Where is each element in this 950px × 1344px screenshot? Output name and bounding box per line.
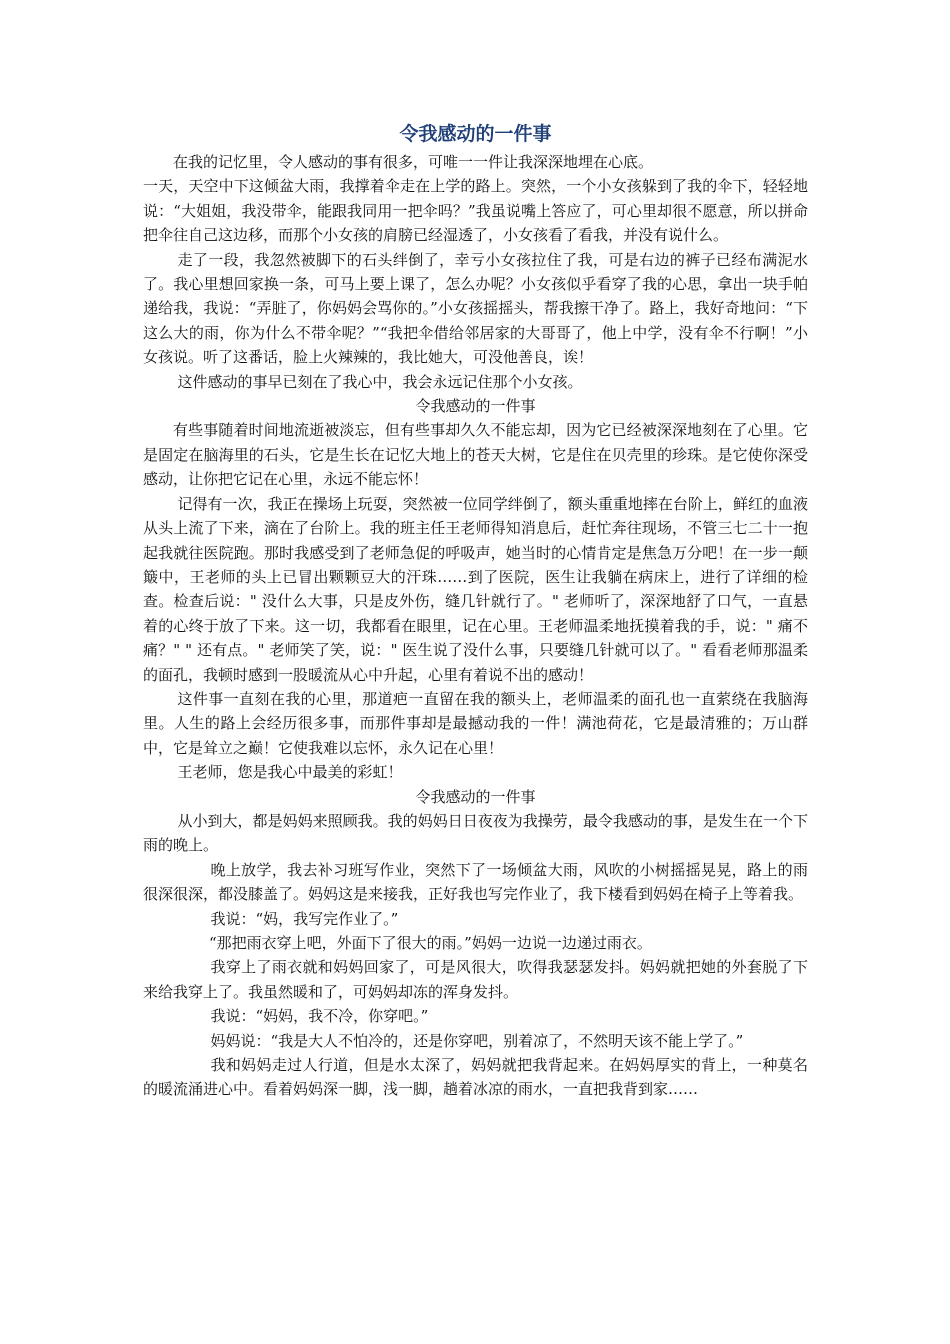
essay-1-paragraph: 一天，天空中下这倾盆大雨，我撑着伞走在上学的路上。突然，一个小女孩躲到了我的伞下，轻轻地说：“大姐姐，我没带伞，能跟我同用一把伞吗？”我虽说嘴上答应了，可心里却很不愿意，所以拼命把伞往自己这边移，而那个小女孩的肩膀已经湿透了，小女孩看了看我，并没有说什么。	[143, 177, 808, 245]
essay-3-paragraph: 我说：“妈，我写完作业了。”	[210, 909, 399, 928]
essay-3-paragraph: 妈妈说：“我是大人不怕冷的，还是你穿吧，别着凉了，不然明天该不能上学了。”	[210, 1031, 744, 1050]
essay-2-paragraph: 这件事一直刻在我的心里，那道疤一直留在我的额头上，老师温柔的面孔也一直萦绕在我脑海里。人生的路上会经历很多事，而那件事却是最撼动我的一件！满池荷花，它是最清雅的；万山群中，它是耸立之巅！它使我难以忘怀，永久记在心里！	[143, 689, 808, 757]
essay-3-paragraph: 我说：“妈妈，我不冷，你穿吧。”	[210, 1007, 429, 1026]
essay-3-paragraph: 我穿上了雨衣就和妈妈回家了，可是风很大，吹得我瑟瑟发抖。妈妈就把她的外套脱了下来给我穿上了。我虽然暖和了，可妈妈却冻的浑身发抖。	[143, 958, 808, 1001]
essay-3-paragraph: 我和妈妈走过人行道，但是水太深了，妈妈就把我背起来。在妈妈厚实的背上，一种莫名的暖流涌进心中。看着妈妈深一脚，浅一脚，趟着冰凉的雨水，一直把我背到家……	[143, 1056, 808, 1099]
essay-2-paragraph: 有些事随着时间地流逝被淡忘，但有些事却久久不能忘却，因为它已经被深深地刻在了心里。它是固定在脑海里的石头，它是生长在记忆大地上的苍天大树，它是住在贝壳里的珍珠。是它使你深受感动，让你把它记在心里，永远不能忘怀！	[143, 421, 808, 489]
essay-3-paragraph: “那把雨衣穿上吧，外面下了很大的雨。”妈妈一边说一边递过雨衣。	[209, 934, 652, 952]
essay-1-paragraph: 走了一段，我忽然被脚下的石头绊倒了，幸亏小女孩拉住了我，可是右边的裤子已经布满泥水了。我心里想回家换一条，可马上要上课了，怎么办呢？小女孩似乎看穿了我的心思，拿出一块手帕递给我，我说：“弄脏了，你妈妈会骂你的。”小女孩摇摇头，帮我擦干净了。路上，我好奇地问：“下这么大的雨，你为什么不带伞呢？”“我把伞借给邻居家的大哥哥了，他上中学，没有伞不行啊！”小女孩说。听了这番话，脸上火辣辣的，我比她大，可没他善良，诶！	[143, 250, 808, 367]
essay-1-title: 令我感动的一件事	[399, 123, 552, 145]
essay-3-title: 令我感动的一件事	[415, 787, 536, 806]
essay-1-paragraph: 这件感动的事早已刻在了我心中，我会永远记住那个小女孩。	[177, 372, 583, 391]
essay-2-paragraph: 王老师，您是我心中最美的彩虹！	[177, 763, 403, 782]
essay-2-title: 令我感动的一件事	[415, 397, 536, 416]
essay-3-paragraph: 从小到大，都是妈妈来照顾我。我的妈妈日日夜夜为我操劳，最令我感动的事，是发生在一个下雨的晚上。	[143, 811, 808, 855]
essay-1-paragraph: 在我的记忆里，令人感动的事有很多，可唯一一件让我深深地埋在心底。	[173, 153, 654, 171]
document-page	[143, 120, 808, 1102]
essay-3-paragraph: 晚上放学，我去补习班写作业，突然下了一场倾盆大雨，风吹的小树摇摇晃晃，路上的雨很深很深，都没膝盖了。妈妈这是来接我，正好我也写完作业了，我下楼看到妈妈在椅子上等着我。	[143, 860, 808, 904]
essay-2-paragraph: 记得有一次，我正在操场上玩耍，突然被一位同学绊倒了，额头重重地摔在台阶上，鲜红的血液从头上流了下来，滴在了台阶上。我的班主任王老师得知消息后，赶忙奔往现场，不管三七二十一抱起我就往医院跑。那时我感受到了老师急促的呼吸声，她当时的心情肯定是焦急万分吧！在一步一颠簸中，王老师的头上已冒出颗颗豆大的汗珠……到了医院，医生让我躺在病床上，进行了详细的检查。检查后说：" 没什么大事，只是皮外伤，缝几针就行了。" 老师听了，深深地舒了口气，一直悬着的心终于放了下来。这一切，我都看在眼里，记在心里。王老师温柔地抚摸着我的手，说：" 痛不痛？" " 还有点。" 老师笑了笑，说：" 医生说了没什么事，只要缝几针就可以了。" 看看老师那温柔的面孔，我顿时感到一股暖流从心中升起，心里有着说不出的感动！	[143, 494, 808, 684]
